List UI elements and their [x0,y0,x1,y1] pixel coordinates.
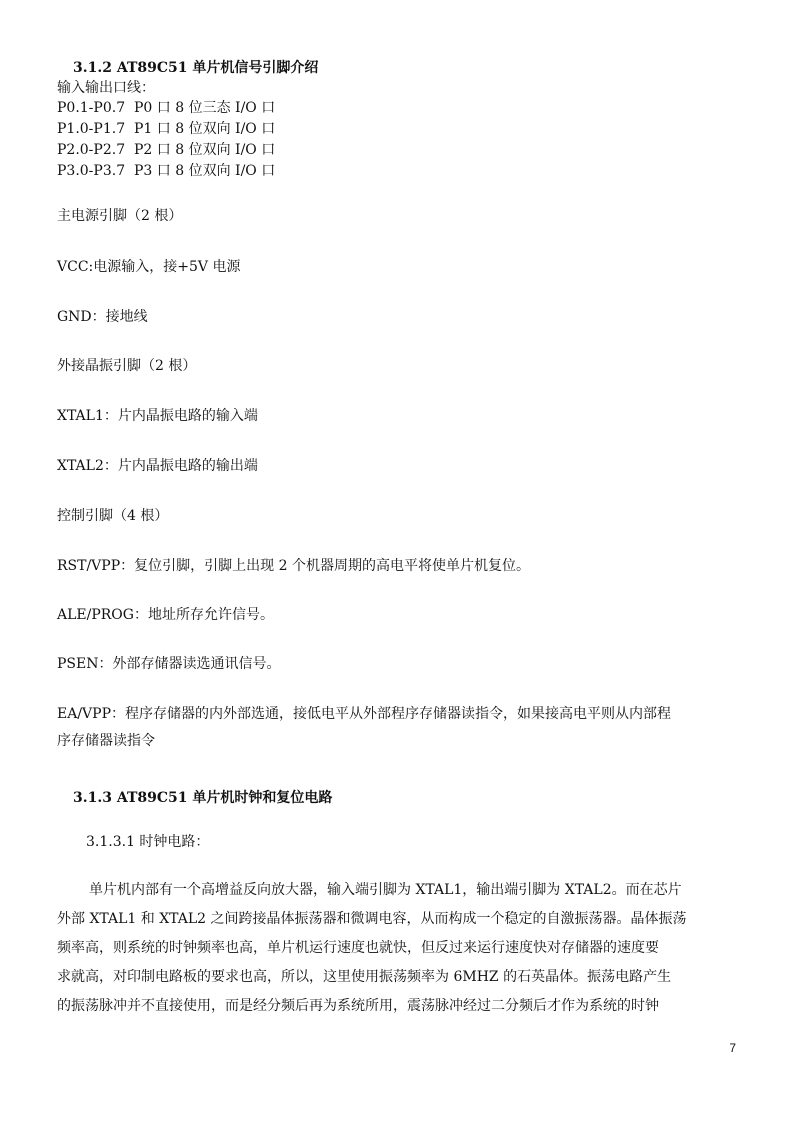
io-heading: 输入输出口线： [57,80,155,96]
control-heading: 控制引脚（4 根） [57,508,169,524]
ale-line: ALE/PROG：地址所存允许信号。 [57,607,274,623]
io-line: P2.0-P2.7 P2 口 8 位双向 I/O 口 [57,142,276,158]
section-title-3-1-2: 3.1.2 AT89C51 单片机信号引脚介绍 [73,60,319,76]
paragraph-line: 求就高，对印制电路板的要求也高，所以，这里使用振荡频率为 6MHZ 的石英晶体。振荡电路产生 [57,969,672,985]
psen-line: PSEN：外部存储器读选通讯信号。 [57,656,281,672]
vcc-line: VCC:电源输入，接+5V 电源 [57,259,241,275]
gnd-line: GND：接地线 [57,309,148,325]
section-title-3-1-3: 3.1.3 AT89C51 单片机时钟和复位电路 [73,790,333,806]
io-line: P3.0-P3.7 P3 口 8 位双向 I/O 口 [57,163,276,179]
ea-line-2: 序存储器读指令 [57,733,155,749]
ea-line-1: EA/VPP：程序存储器的内外部选通，接低电平从外部程序存储器读指令，如果接高电平则从内部程 [57,706,671,722]
paragraph-line: 单片机内部有一个高增益反向放大器，输入端引脚为 XTAL1，输出端引脚为 XTAL2。而在芯片 [89,882,682,898]
xtal1-line: XTAL1：片内晶振电路的输入端 [57,408,258,424]
rst-line: RST/VPP：复位引脚，引脚上出现 2 个机器周期的高电平将使单片机复位。 [57,558,530,574]
io-line: P1.0-P1.7 P1 口 8 位双向 I/O 口 [57,121,276,137]
paragraph-line: 的振荡脉冲并不直接使用，而是经分频后再为系统所用，震荡脉冲经过二分频后才作为系统的时钟 [57,998,659,1014]
paragraph-line: 频率高，则系统的时钟频率也高，单片机运行速度也就快，但反过来运行速度快对存储器的速度要 [57,940,659,956]
crystal-heading: 外接晶振引脚（2 根） [57,358,197,374]
power-heading: 主电源引脚（2 根） [57,208,183,224]
io-line: P0.1-P0.7 P0 口 8 位三态 I/O 口 [57,100,276,116]
subsection-title-3-1-3-1: 3.1.3.1 时钟电路： [86,834,210,850]
page-number: 7 [729,1041,736,1055]
xtal2-line: XTAL2：片内晶振电路的输出端 [57,458,258,474]
paragraph-line: 外部 XTAL1 和 XTAL2 之间跨接晶体振荡器和微调电容，从而构成一个稳定的自激振荡器。晶体振荡 [57,911,687,927]
